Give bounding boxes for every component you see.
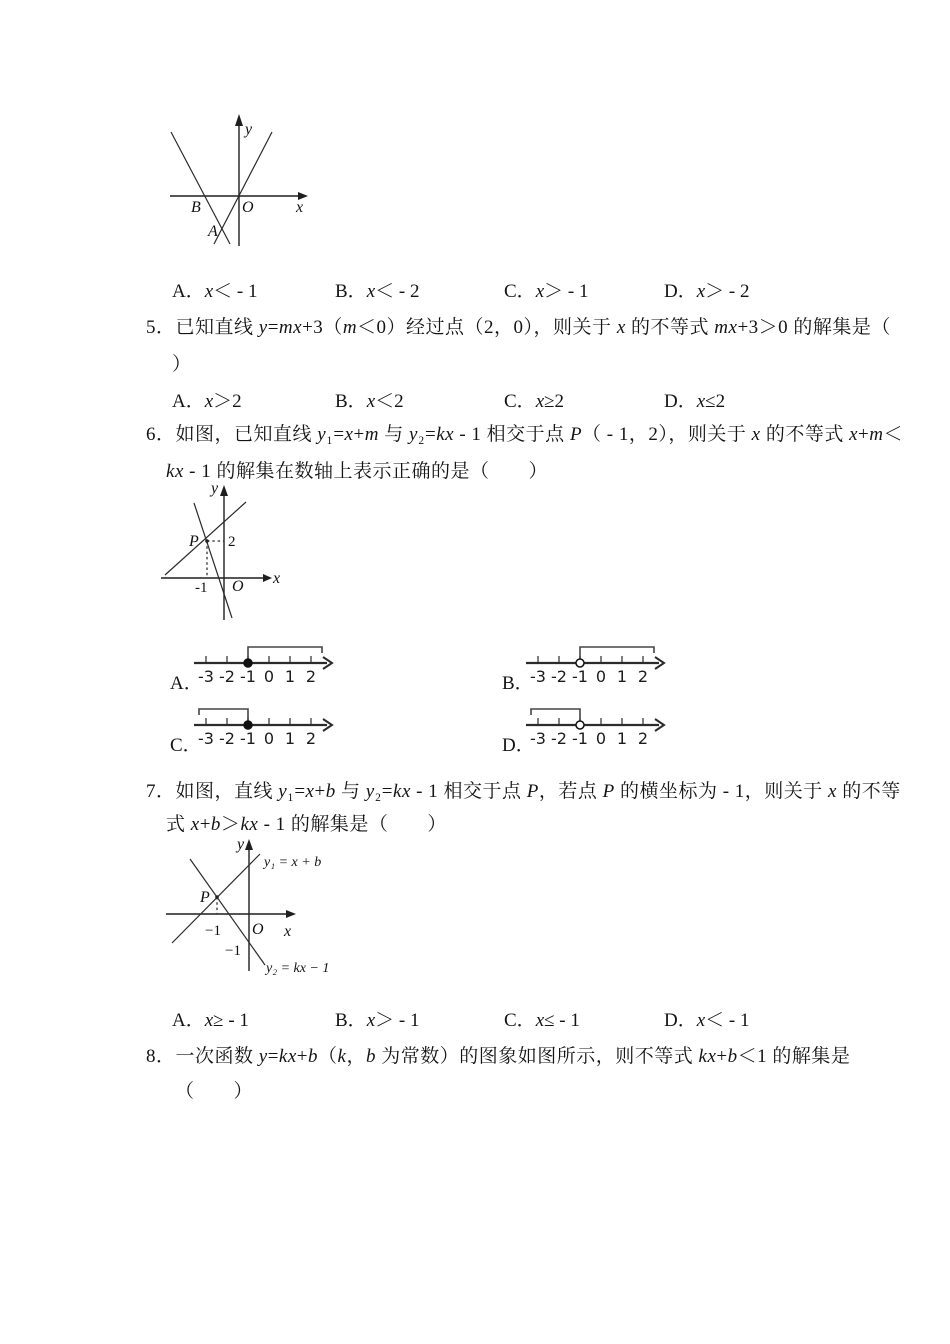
option-letter: D． [664, 391, 697, 412]
numberline-tick-label: 2 [305, 729, 317, 748]
numberline-tick-label: 1 [616, 729, 628, 748]
q7-point-p-label: P [200, 889, 210, 906]
numberline-tick-label: -3 [530, 667, 546, 686]
option-letter: B． [335, 1010, 367, 1031]
q4-option-d [664, 276, 750, 303]
option-formula: x＜2 [366, 391, 404, 412]
endpoint-open-dot [576, 721, 584, 729]
numberline-tick-label: -2 [219, 729, 235, 748]
q5-text-line2: ） [172, 354, 192, 375]
q4-point-b-label: B [191, 199, 201, 216]
option-letter: A． [172, 1010, 205, 1031]
endpoint-open-dot [576, 659, 584, 667]
q6-figure [155, 480, 280, 625]
numberline-tick-label: 1 [616, 667, 628, 686]
option-letter: C． [504, 391, 536, 412]
numberline-tick-label: 0 [595, 729, 607, 748]
numberline-tick-label: 1 [284, 729, 296, 748]
q6-origin-label: O [232, 578, 244, 595]
q4-y-arrow-icon [235, 114, 243, 126]
q6-option-a-numberline [193, 640, 343, 692]
q7-y-tick-neg1-label: −1 [225, 943, 241, 959]
q6-option-c-numberline [193, 702, 343, 754]
q7-figure [155, 835, 350, 980]
q6-x-tick-neg1-label: -1 [195, 580, 208, 596]
option-letter: A． [172, 391, 205, 412]
q7-x-tick-neg1-label: −1 [205, 923, 221, 939]
option-formula: x＜ - 1 [204, 281, 258, 302]
q7-x-axis-label: x [284, 923, 292, 940]
q5-option-b [335, 386, 404, 413]
q8-text-line1: 8．一次函数 y=kx+b（k，b 为常数）的图象如图所示，则不等式 kx+b＜1 的解集是 [146, 1046, 851, 1067]
numberline-tick-label: 0 [263, 667, 275, 686]
q7-option-b [335, 1005, 419, 1032]
q6-x-arrow-icon [263, 574, 272, 582]
q4-origin-label: O [242, 199, 254, 216]
q4-option-c [504, 276, 588, 303]
option-letter: B． [335, 281, 367, 302]
option-formula: x＞ - 1 [366, 1010, 420, 1031]
numberline-tick-label: -1 [572, 667, 588, 686]
q5-option-a [172, 386, 242, 413]
numberline-tick-label: -1 [240, 667, 256, 686]
q4-option-a [172, 276, 258, 303]
q6-text-line2: kx - 1 的解集在数轴上表示正确的是（ ） [166, 461, 548, 482]
q4-increasing-line [214, 132, 272, 244]
numberline-tick-label: -3 [198, 729, 214, 748]
q6-option-d-numberline [525, 702, 675, 754]
option-formula: x≤2 [696, 391, 726, 412]
q7-y-axis-label: y [237, 836, 245, 853]
option-letter: D． [664, 1010, 697, 1031]
numberline-tick-label: 0 [595, 667, 607, 686]
option-formula: x＜ - 2 [366, 281, 420, 302]
q6-option-c-letter: C． [170, 735, 202, 756]
numberline-tick-label: -3 [530, 729, 546, 748]
q6-y-arrow-icon [220, 485, 228, 496]
q7-option-d [664, 1005, 750, 1032]
option-formula: x≤ - 1 [535, 1010, 580, 1031]
q7-text-line2: 式 x+b＞kx - 1 的解集是（ ） [166, 814, 447, 835]
q5-text-line1: 5．已知直线 y=mx+3（m＜0）经过点（2，0），则关于 x 的不等式 mx+3＞0 的解集是（ [146, 317, 891, 338]
q7-point-p [215, 895, 219, 899]
numberline-tick-label: -2 [219, 667, 235, 686]
numberline-tick-label: -1 [240, 729, 256, 748]
option-formula: x＞2 [204, 391, 242, 412]
option-formula: x≥2 [535, 391, 565, 412]
q7-line1-equation-label: y₁ = x + b [264, 855, 322, 870]
numberline-tick-label: 0 [263, 729, 275, 748]
endpoint-closed-dot [244, 721, 252, 729]
q7-line2-equation-label: y₂ = kx − 1 [266, 961, 330, 976]
option-formula: x＞ - 1 [535, 281, 589, 302]
numberline-tick-label: -1 [572, 729, 588, 748]
q6-option-d-letter: D． [502, 735, 535, 756]
option-letter: C． [504, 1010, 536, 1031]
numberline-tick-label: -2 [551, 667, 567, 686]
q7-option-c [504, 1005, 580, 1032]
q6-point-p [205, 539, 209, 543]
option-letter: D． [664, 281, 697, 302]
numberline-tick-label: 2 [305, 667, 317, 686]
q4-x-axis-label: x [296, 199, 304, 216]
numberline-tick-label: 2 [637, 729, 649, 748]
q7-y-arrow-icon [245, 839, 253, 850]
q6-option-b-letter: B． [502, 673, 534, 694]
q4-point-a-label: A [208, 223, 218, 240]
q7-option-a [172, 1005, 249, 1032]
q6-text-line1: 6．如图，已知直线 y₁=x+m 与 y₂=kx - 1 相交于点 P（ - 1，2），则关于 x 的不等式 x+m＜ [146, 424, 903, 445]
q4-decreasing-line [171, 132, 230, 244]
numberline-tick-label: -2 [551, 729, 567, 748]
q4-option-b [335, 276, 419, 303]
option-formula: x≥ - 1 [204, 1010, 249, 1031]
endpoint-closed-dot [244, 659, 252, 667]
q7-origin-label: O [252, 921, 264, 938]
q6-x-axis-label: x [273, 570, 281, 587]
option-letter: B． [335, 391, 367, 412]
numberline-tick-label: -3 [198, 667, 214, 686]
q4-y-axis-label: y [245, 121, 253, 138]
q7-text-line1: 7．如图，直线 y₁=x+b 与 y₂=kx - 1 相交于点 P，若点 P 的横坐标为 - 1，则关于 x 的不等 [146, 781, 901, 802]
numberline-tick-label: 1 [284, 667, 296, 686]
q6-option-a-letter: A． [170, 673, 203, 694]
q5-option-d [664, 386, 725, 413]
q6-y-tick-2-label: 2 [228, 534, 236, 550]
option-formula: x＜ - 1 [696, 1010, 750, 1031]
q6-point-p-label: P [189, 533, 199, 550]
q6-option-b-numberline [525, 640, 675, 692]
option-letter: C． [504, 281, 536, 302]
option-formula: x＞ - 2 [696, 281, 750, 302]
q7-x-arrow-icon [286, 910, 296, 918]
q8-text-line2: （ ） [175, 1081, 254, 1102]
q6-y-axis-label: y [211, 480, 219, 497]
option-letter: A． [172, 281, 205, 302]
q4-figure [155, 108, 325, 253]
q5-option-c [504, 386, 564, 413]
numberline-tick-label: 2 [637, 667, 649, 686]
